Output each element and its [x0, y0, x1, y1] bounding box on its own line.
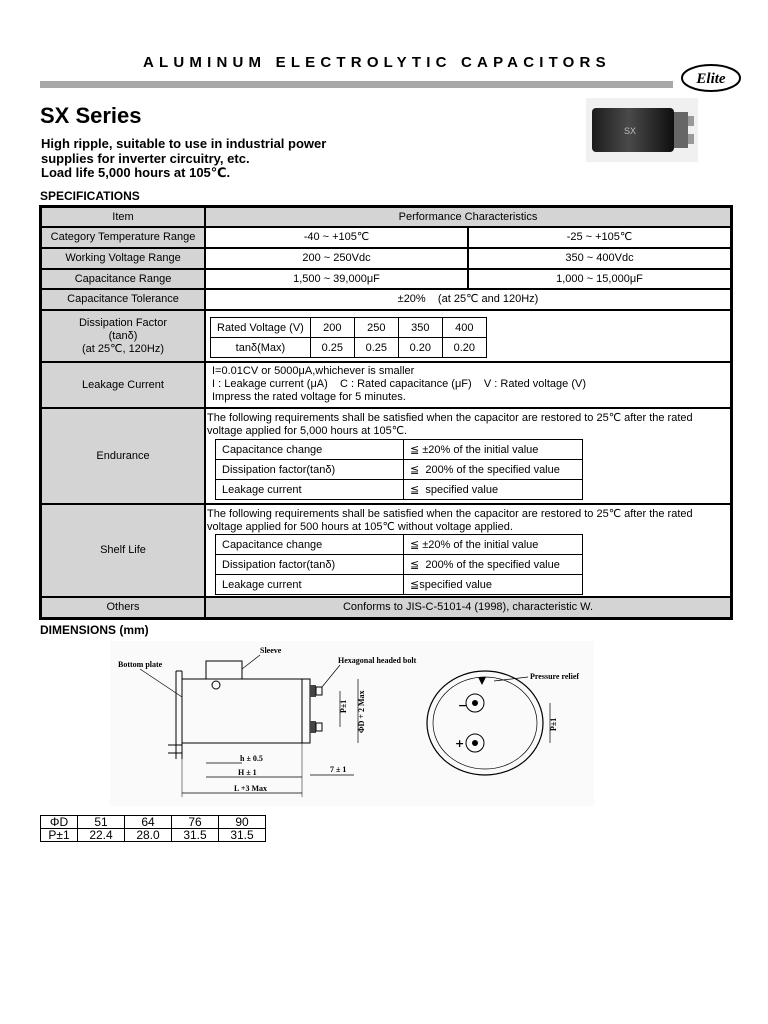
- logo-text: Elite: [696, 71, 726, 87]
- df-label-line-1: Dissipation Factor: [78, 316, 168, 329]
- leakage-formula: I=0.01CV or 5000μA,whichever is smaller: [212, 365, 415, 377]
- label-shelf-life: Shelf Life: [41, 504, 205, 597]
- label-p-end: P±1: [549, 717, 558, 731]
- shelf-requirements-table: [215, 534, 583, 595]
- label-p-side: P±1: [339, 699, 348, 713]
- dim-cell: 51: [78, 816, 125, 829]
- label-L: L +3 Max: [234, 784, 268, 793]
- value-capacitance-b: 1,000 ~ 15,000μF: [468, 269, 731, 289]
- label-leakage-current: Leakage Current: [41, 362, 205, 408]
- tan-delta-label: tanδ(Max): [211, 338, 311, 358]
- dim-cell: 28.0: [125, 829, 172, 842]
- requirement-name: Dissipation factor(tanδ): [216, 460, 404, 480]
- value-temperature-a: -40 ~ +105℃: [205, 227, 468, 248]
- svg-text:−: −: [458, 699, 468, 712]
- value-temperature-b: -25 ~ +105℃: [468, 227, 731, 248]
- label-others: Others: [41, 597, 205, 618]
- shelf-text-1: The following requirements shall be satisfied when the capacitor are restored to 25℃ after the rated: [207, 508, 693, 520]
- spec-header-performance: Performance Characteristics: [205, 207, 731, 227]
- label-hex-bolt: Hexagonal headed bolt: [338, 656, 417, 665]
- elite-logo: [680, 63, 742, 93]
- tan-delta-cell: 0.25: [310, 338, 354, 358]
- dim-cell: 76: [172, 816, 219, 829]
- label-capacitance-range: Capacitance Range: [41, 269, 205, 289]
- requirement-name: Leakage current: [216, 575, 404, 595]
- requirement-value: ≦ 200% of the specified value: [404, 555, 583, 575]
- value-tolerance: ±20% (at 25℃ and 120Hz): [205, 289, 731, 310]
- table-row: [216, 535, 583, 555]
- label-pressure-relief: Pressure relief: [530, 672, 580, 681]
- header-rule: [40, 81, 673, 88]
- voltage-cell: 350: [398, 318, 442, 338]
- df-label-line-2: (tanδ): [108, 329, 138, 342]
- specifications-table: [39, 205, 733, 620]
- table-row: [216, 440, 583, 460]
- table-row: [216, 480, 583, 500]
- label-working-voltage: Working Voltage Range: [41, 248, 205, 269]
- dim-row-label: P±1: [41, 829, 78, 842]
- dim-cell: 64: [125, 816, 172, 829]
- tagline-line-1: High ripple, suitable to use in industrial power: [41, 136, 327, 151]
- tan-delta-cell: 0.20: [442, 338, 486, 358]
- series-title: SX Series: [40, 103, 142, 128]
- dim-row-label: ΦD: [41, 816, 78, 829]
- requirement-value: ≦ ±20% of the initial value: [404, 440, 583, 460]
- df-label-line-3: (at 25℃, 120Hz): [81, 342, 165, 355]
- endurance-requirements-table: [215, 439, 583, 500]
- value-capacitance-a: 1,500 ~ 39,000μF: [205, 269, 468, 289]
- rated-voltage-label: Rated Voltage (V): [211, 318, 311, 338]
- table-row: [216, 575, 583, 595]
- label-category-temperature: Category Temperature Range: [41, 227, 205, 248]
- label-sleeve: Sleeve: [260, 646, 282, 655]
- product-photo: [586, 98, 698, 162]
- table-row: [41, 829, 266, 842]
- label-capacitance-tolerance: Capacitance Tolerance: [41, 289, 205, 310]
- voltage-cell: 250: [354, 318, 398, 338]
- leakage-legend: I : Leakage current (μA) C : Rated capacitance (μF) V : Rated voltage (V): [212, 378, 586, 390]
- page-header-title: ALUMINUM ELECTROLYTIC CAPACITORS: [143, 54, 611, 71]
- product-photo-label: SX: [623, 126, 637, 136]
- requirement-value: ≦ 200% of the specified value: [404, 460, 583, 480]
- table-row: [216, 555, 583, 575]
- requirement-value: ≦ specified value: [404, 480, 583, 500]
- endurance-text-1: The following requirements shall be satisfied when the capacitor are restored to 25℃ after the rated: [207, 412, 693, 424]
- value-voltage-b: 350 ~ 400Vdc: [468, 248, 731, 269]
- dim-cell: 22.4: [78, 829, 125, 842]
- endurance-text-2: voltage applied for 5,000 hours at 105℃.: [207, 425, 408, 437]
- label-seven: 7 ± 1: [330, 765, 347, 774]
- tagline-line-2: supplies for inverter circuitry, etc.: [41, 151, 250, 166]
- requirement-name: Capacitance change: [216, 440, 404, 460]
- label-h: h ± 0.5: [240, 754, 263, 763]
- table-row: [216, 460, 583, 480]
- label-dissipation-factor: [41, 310, 205, 362]
- table-row: [211, 318, 487, 338]
- dimensions-table: [40, 815, 266, 842]
- value-voltage-a: 200 ~ 250Vdc: [205, 248, 468, 269]
- voltage-cell: 400: [442, 318, 486, 338]
- tan-delta-cell: 0.20: [398, 338, 442, 358]
- requirement-value: ≦ ±20% of the initial value: [404, 535, 583, 555]
- label-diameter: ΦD + 2 Max: [357, 690, 366, 733]
- dim-cell: 31.5: [172, 829, 219, 842]
- svg-text:+: +: [455, 737, 465, 750]
- tan-delta-cell: 0.25: [354, 338, 398, 358]
- requirement-value: ≦specified value: [404, 575, 583, 595]
- dim-cell: 90: [219, 816, 266, 829]
- requirement-name: Leakage current: [216, 480, 404, 500]
- shelf-text-2: voltage applied for 500 hours at 105℃ without voltage applied.: [207, 521, 513, 533]
- requirement-name: Capacitance change: [216, 535, 404, 555]
- leakage-condition: Impress the rated voltage for 5 minutes.: [212, 391, 406, 403]
- label-H: H ± 1: [238, 768, 257, 777]
- value-others: Conforms to JIS-C-5101-4 (1998), characteristic W.: [205, 597, 731, 618]
- tagline-line-3: Load life 5,000 hours at 105℃.: [41, 165, 231, 180]
- spec-header-item: Item: [41, 207, 205, 227]
- tan-delta-table: [210, 317, 487, 358]
- label-bottom-plate: Bottom plate: [118, 660, 163, 669]
- label-endurance: Endurance: [41, 408, 205, 504]
- dimensions-heading: DIMENSIONS (mm): [40, 623, 149, 637]
- requirement-name: Dissipation factor(tanδ): [216, 555, 404, 575]
- dimension-drawing: [110, 641, 594, 806]
- table-row: [211, 338, 487, 358]
- table-row: [41, 816, 266, 829]
- voltage-cell: 200: [310, 318, 354, 338]
- dim-cell: 31.5: [219, 829, 266, 842]
- specifications-heading: SPECIFICATIONS: [40, 189, 140, 203]
